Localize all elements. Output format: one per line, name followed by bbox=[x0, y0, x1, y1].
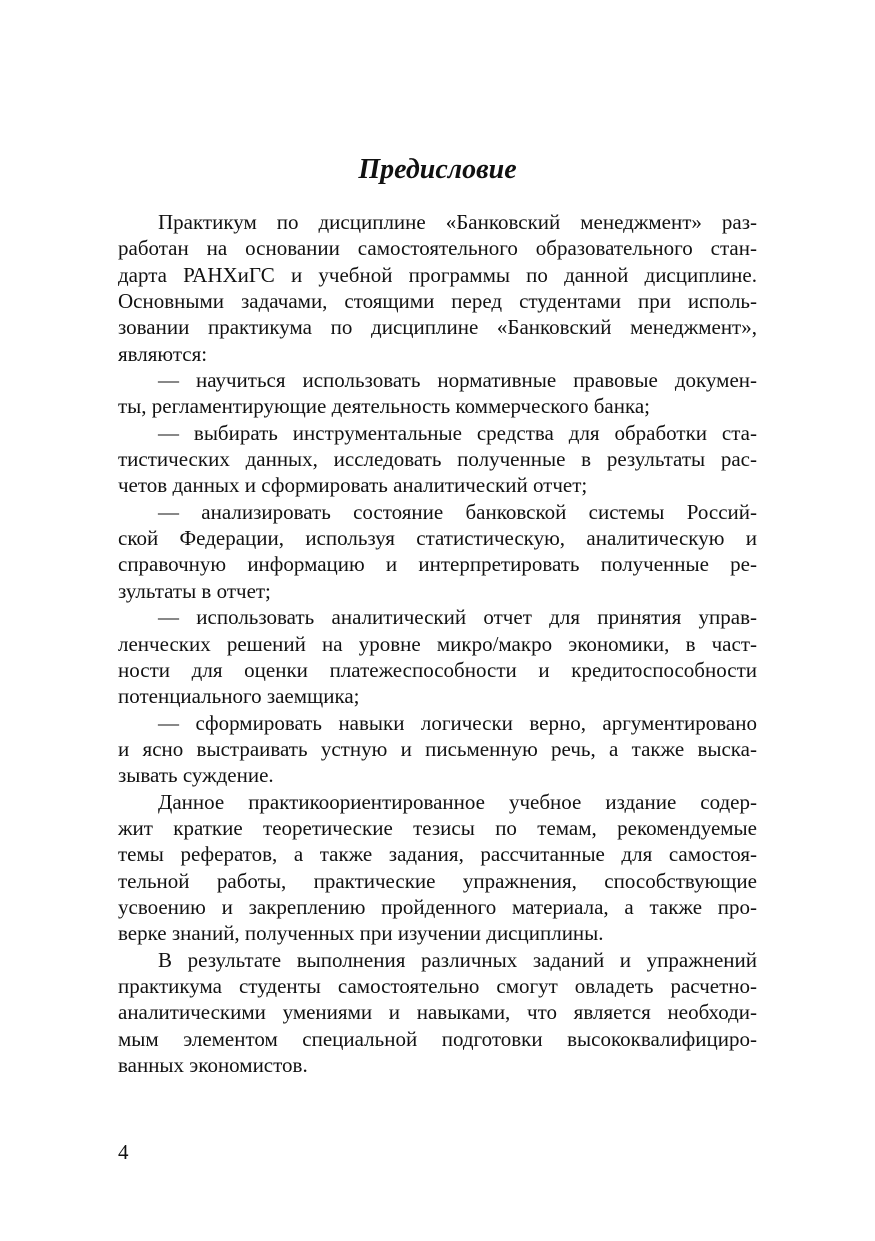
list-item-line: — анализировать состояние банковской системы Россий- bbox=[158, 499, 757, 524]
text-line: ты, регламентирующие деятельность коммерческого банка; bbox=[118, 394, 651, 419]
text-line: тистических данных, исследовать полученные в результаты рас- bbox=[118, 447, 757, 472]
text-line: ской Федерации, используя статистическую, аналитическую и bbox=[118, 526, 757, 551]
text-line: потенциального заемщика; bbox=[118, 684, 360, 709]
list-item-line: — выбирать инструментальные средства для обработки ста- bbox=[158, 420, 757, 445]
body-text bbox=[118, 209, 757, 1078]
text-line: ности для оценки платежеспособности и кредитоспособности bbox=[118, 657, 757, 682]
list-item-line: — сформировать навыки логически верно, аргументировано bbox=[158, 710, 757, 735]
text-line: Данное практикоориентированное учебное издание содер- bbox=[158, 789, 757, 814]
text-line: В результате выполнения различных заданий и упражнений bbox=[158, 947, 757, 972]
text-line: зовании практикума по дисциплине «Банковский менеджмент», bbox=[118, 315, 757, 340]
text-line: практикума студенты самостоятельно смогут овладеть расчетно- bbox=[118, 973, 757, 998]
text-line: мым элементом специальной подготовки высококвалифициро- bbox=[118, 1026, 757, 1051]
text-line: темы рефератов, а также задания, рассчитанные для самостоя- bbox=[118, 842, 757, 867]
text-line: и ясно выстраивать устную и письменную речь, а также выска- bbox=[118, 736, 757, 761]
text-line: Основными задачами, стоящими перед студентами при исполь- bbox=[118, 289, 757, 314]
text-line: четов данных и сформировать аналитический отчет; bbox=[118, 473, 588, 498]
text-line: тельной работы, практические упражнения, способствующие bbox=[118, 868, 757, 893]
text-line: зывать суждение. bbox=[118, 763, 274, 788]
list-item-line: — использовать аналитический отчет для принятия управ- bbox=[158, 605, 757, 630]
text-line: ванных экономистов. bbox=[118, 1053, 308, 1077]
page-number: 4 bbox=[118, 1140, 129, 1164]
text-line: работан на основании самостоятельного образовательного стан- bbox=[118, 236, 757, 261]
text-line: жит краткие теоретические тезисы по темам, рекомендуемые bbox=[118, 815, 757, 840]
text-line: справочную информацию и интерпретировать полученные ре- bbox=[118, 552, 757, 577]
text-line: зультаты в отчет; bbox=[118, 578, 271, 603]
text-line: дарта РАНХиГС и учебной программы по данной дисциплине. bbox=[118, 262, 757, 287]
text-line: аналитическими умениями и навыками, что является необходи- bbox=[118, 1000, 757, 1025]
text-line: верке знаний, полученных при изучении дисциплины. bbox=[118, 921, 604, 946]
text-line: ленческих решений на уровне микро/макро экономики, в част- bbox=[118, 631, 757, 656]
text-line: Практикум по дисциплине «Банковский менеджмент» раз- bbox=[158, 210, 757, 234]
text-line: являются: bbox=[118, 341, 208, 366]
text-line: усвоению и закреплению пройденного материала, а также про- bbox=[118, 894, 757, 919]
page-title: Предисловие bbox=[358, 154, 517, 185]
list-item-line: — научиться использовать нормативные правовые докумен- bbox=[158, 368, 757, 393]
